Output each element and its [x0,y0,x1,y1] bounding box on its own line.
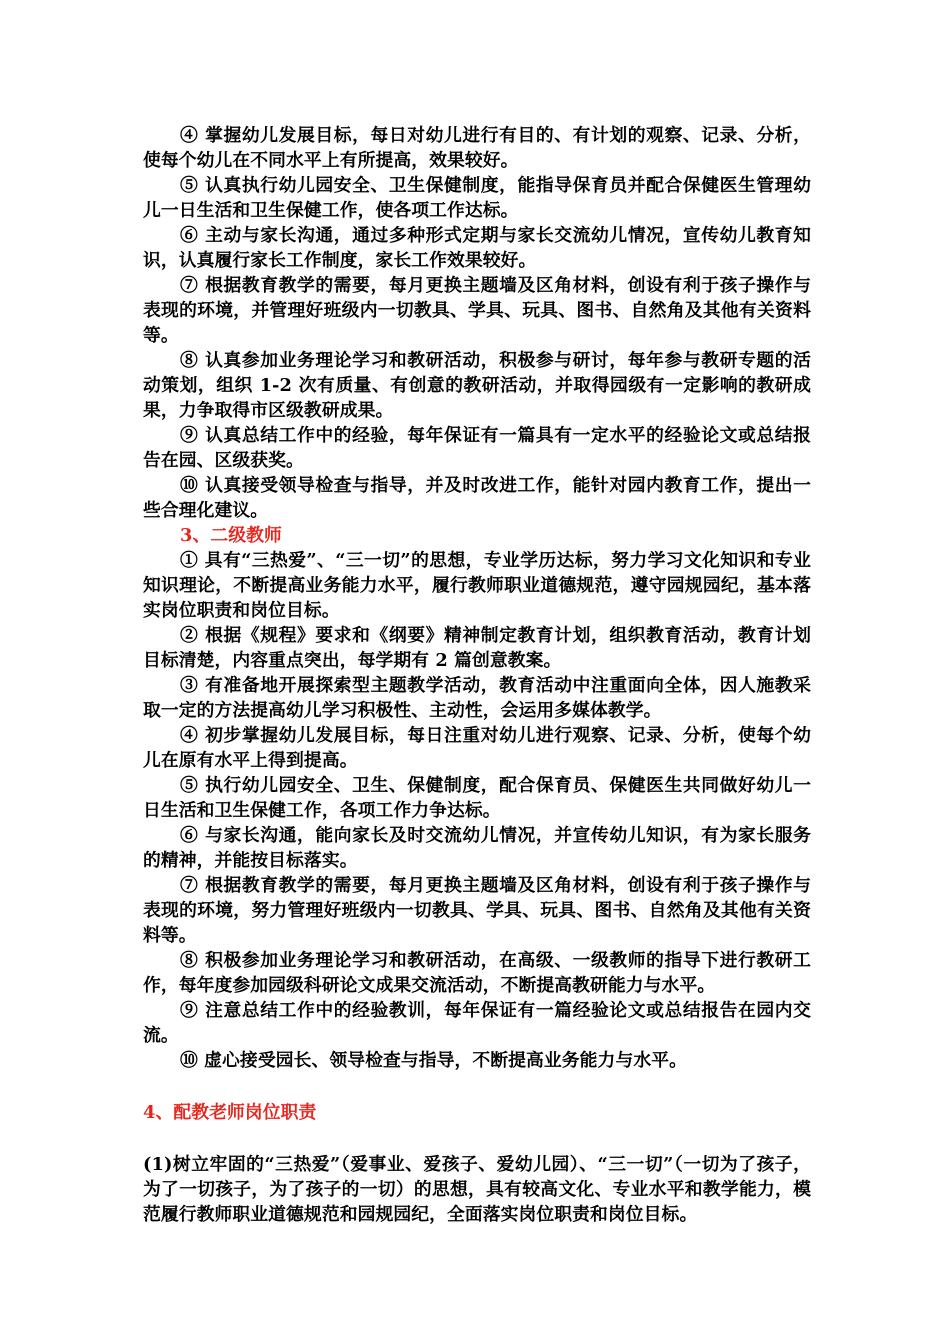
paragraph-item-8: ⑧ 认真参加业务理论学习和教研活动，积极参与研讨，每年参与教研专题的活动策划，组织 1-2 次有质量、有创意的教研活动，并取得园级有一定影响的教研成果，力争取得市区级教研成果。 [143,350,811,421]
section3-item-5: ⑤ 执行幼儿园安全、卫生、保健制度，配合保育员、保健医生共同做好幼儿一日生活和卫生保健工作，各项工作力争达标。 [143,775,811,821]
spacer [143,1125,811,1152]
section3-item-3: ③ 有准备地开展探索型主题教学活动，教育活动中注重面向全体，因人施教采取一定的方法提高幼儿学习积极性、主动性，会运用多媒体教学。 [143,675,811,721]
paragraph-item-4: ④ 掌握幼儿发展目标，每日对幼儿进行有目的、有计划的观察、记录、分析，使每个幼儿在不同水平上有所提高，效果较好。 [143,125,811,171]
section3-item-4: ④ 初步掌握幼儿发展目标，每日注重对幼儿进行观察、记录、分析，使每个幼儿在原有水平上得到提高。 [143,725,811,771]
paragraph-item-9: ⑨ 认真总结工作中的经验，每年保证有一篇具有一定水平的经验论文或总结报告在园、区级获奖。 [143,425,811,471]
document-page [143,123,811,1227]
paragraph-item-7: ⑦ 根据教育教学的需要，每月更换主题墙及区角材料，创设有利于孩子操作与表现的环境，并管理好班级内一切教具、学具、玩具、图书、自然角及其他有关资料等。 [143,275,811,346]
spacer [143,1073,811,1100]
section-heading-assistant-teacher: 4、配教老师岗位职责 [143,1102,317,1123]
section3-item-8: ⑧ 积极参加业务理论学习和教研活动，在高级、一级教师的指导下进行教研工作，每年度参加园级科研论文成果交流活动，不断提高教研能力与水平。 [143,950,811,996]
section3-item-7: ⑦ 根据教育教学的需要，每月更换主题墙及区角材料，创设有利于孩子操作与表现的环境，努力管理好班级内一切教具、学具、玩具、图书、自然角及其他有关资料等。 [143,875,811,946]
paragraph-item-5: ⑤ 认真执行幼儿园安全、卫生保健制度，能指导保育员并配合保健医生管理幼儿一日生活和卫生保健工作，使各项工作达标。 [143,175,811,221]
section4-item-1: (1)树立牢固的“三热爱”（爱事业、爱孩子、爱幼儿园）、“三一切”（一切为了孩子，为了一切孩子，为了孩子的一切）的思想，具有较高文化、专业水平和教学能力，模范履行教师职业道德规范和园规园纪，全面落实岗位职责和岗位目标。 [143,1154,811,1225]
section-heading-level2-teacher: 3、二级教师 [180,525,282,546]
section3-item-9: ⑨ 注意总结工作中的经验教训，每年保证有一篇经验论文或总结报告在园内交流。 [143,1000,811,1046]
paragraph-item-6: ⑥ 主动与家长沟通，通过多种形式定期与家长交流幼儿情况，宣传幼儿教育知识，认真履行家长工作制度，家长工作效果较好。 [143,225,811,271]
section3-item-1: ① 具有“三热爱”、“三一切”的思想，专业学历达标，努力学习文化知识和专业知识理论，不断提高业务能力水平，履行教师职业道德规范，遵守园规园纪，基本落实岗位职责和岗位目标。 [143,550,811,621]
section3-item-2: ② 根据《规程》要求和《纲要》精神制定教育计划，组织教育活动，教育计划目标清楚，内容重点突出，每学期有 2 篇创意教案。 [143,625,811,671]
section3-item-6: ⑥ 与家长沟通，能向家长及时交流幼儿情况，并宣传幼儿知识，有为家长服务的精神，并能按目标落实。 [143,825,811,871]
paragraph-item-10: ⑩ 认真接受领导检查与指导，并及时改进工作，能针对园内教育工作，提出一些合理化建议。 [143,475,811,521]
section3-item-10: ⑩ 虚心接受园长、领导检查与指导，不断提高业务能力与水平。 [180,1050,687,1071]
